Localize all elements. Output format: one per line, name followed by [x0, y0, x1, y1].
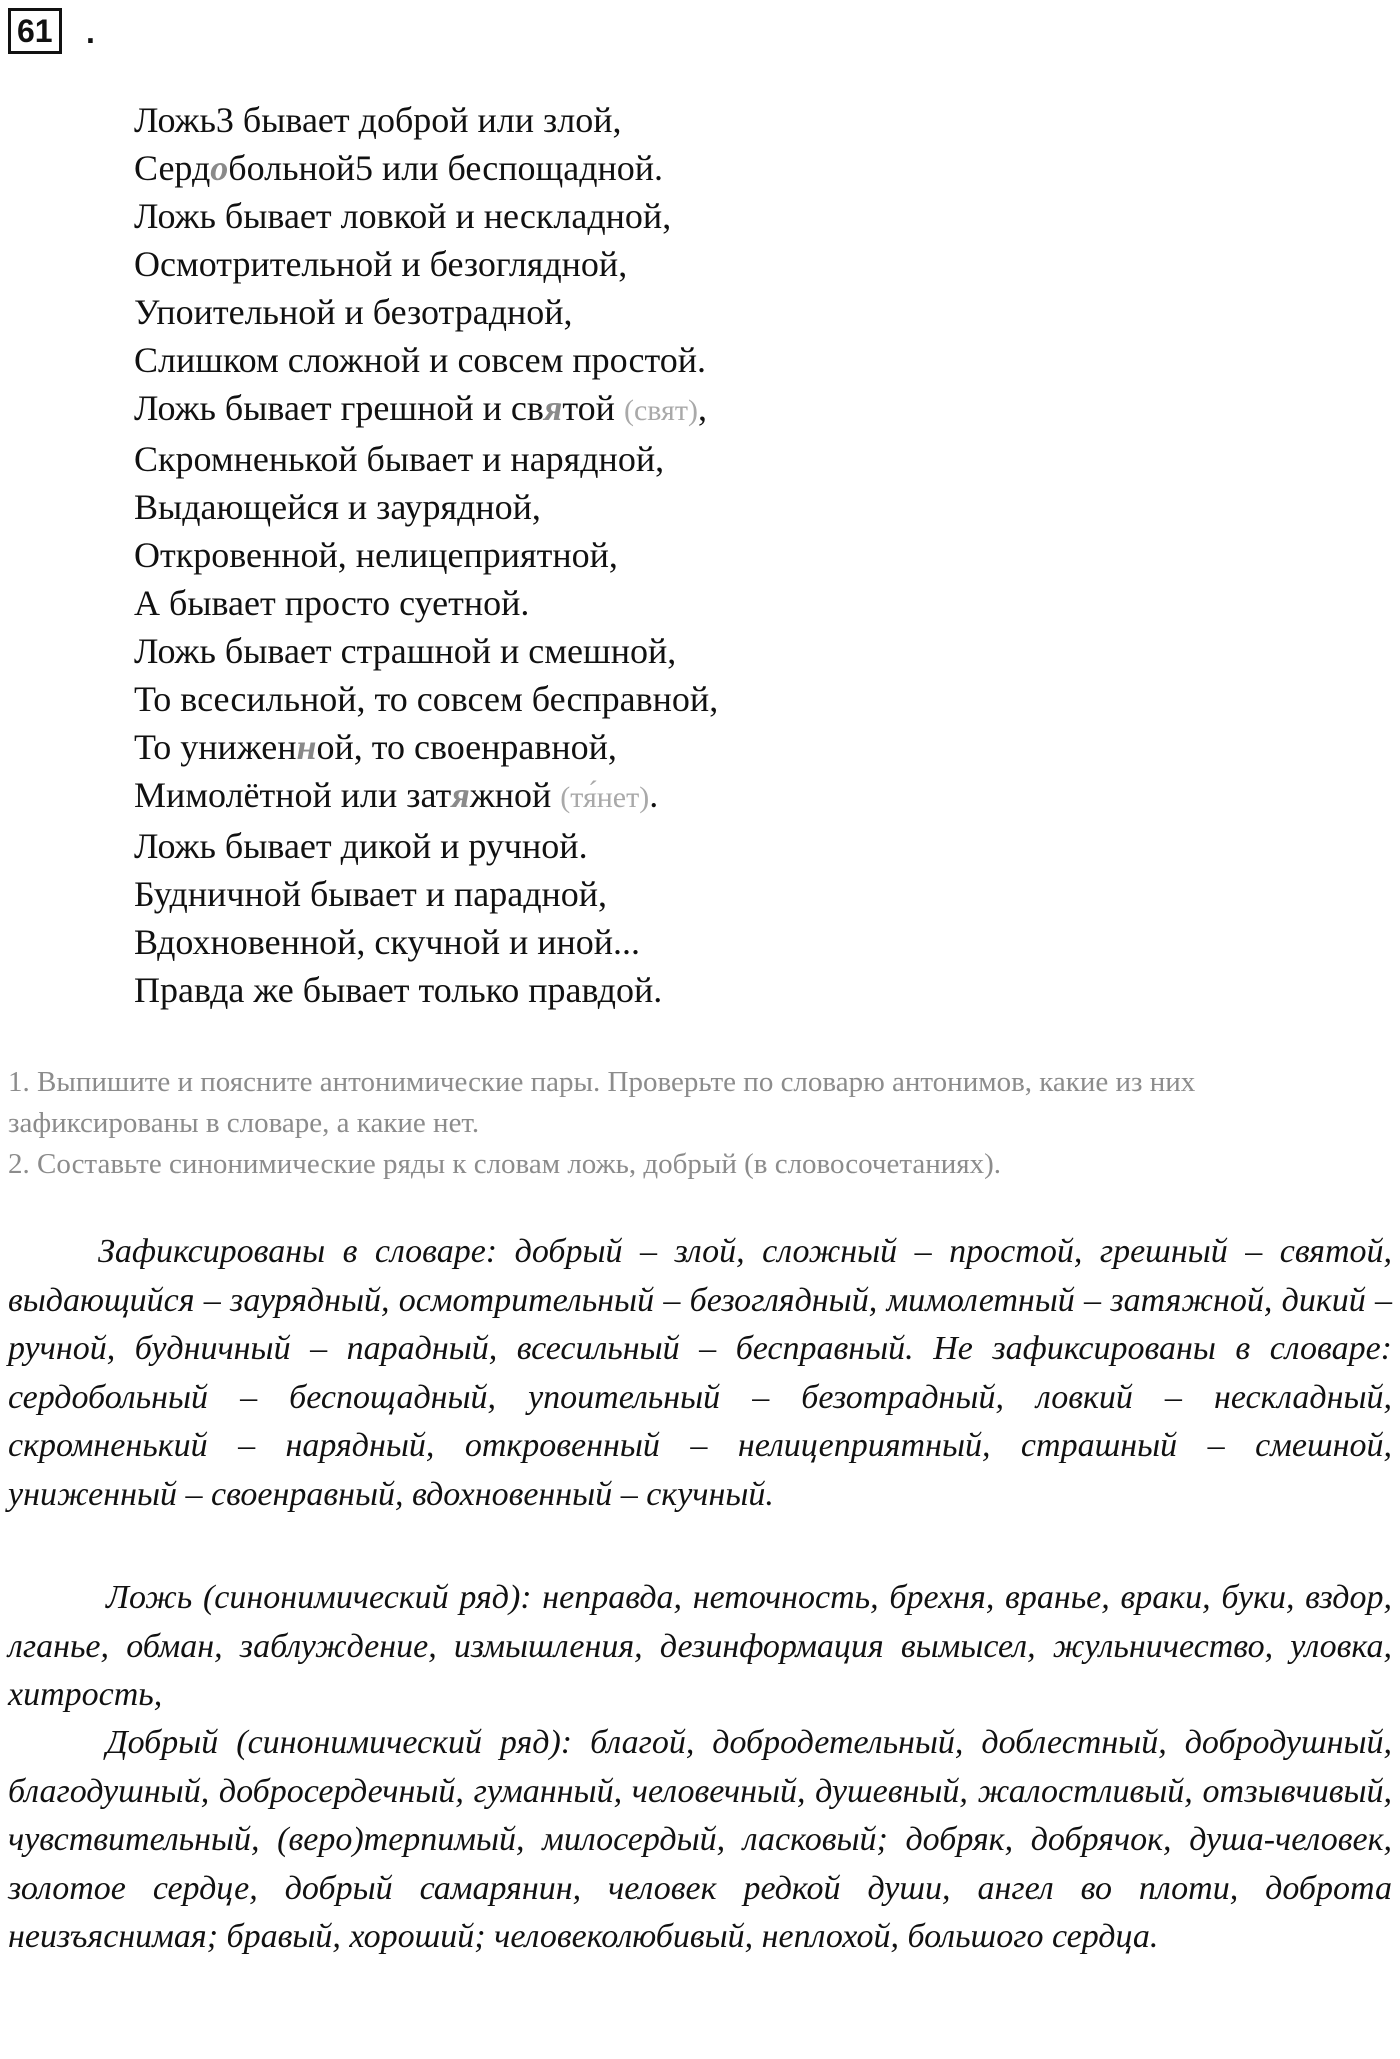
highlighted-letter: о — [210, 148, 229, 188]
poem-line: А бывает просто суетной. — [134, 583, 530, 623]
answer-synonyms-kind: Добрый (синонимический ряд): благой, добродетельный, доблестный, добродушный, благодушный, добросердечный, гуманный, человечный, душевный, жалостливый, отзывчивый, чувствительный, (веро)терпимый, милосердый, ласковый; добряк, добрячок, душа-человек, золотое сердце, добрый самарянин, человек редкой души, ангел во плоти, доброта неизъяснимая; бравый, хороший; человеколюбивый, неплохой, большого сердца. — [8, 1724, 1392, 1955]
poem-line — [134, 723, 718, 771]
poem-text: Ложь бывает грешной и св — [134, 388, 544, 428]
poem-line: Ложь бывает ловкой и нескладной, — [134, 196, 672, 236]
highlighted-letter: я — [451, 775, 470, 815]
poem-line — [134, 771, 718, 822]
poem-line: Осмотрительной и безоглядной, — [134, 244, 628, 284]
poem-line — [134, 384, 718, 435]
highlighted-letter: я — [543, 388, 563, 428]
poem-line: Ложь бывает дикой и ручной. — [134, 826, 588, 866]
poem-line: Упоительной и безотрадной, — [134, 292, 573, 332]
task-item: 1. Выпишите и поясните антонимические пары. Проверьте по словарю антонимов, какие из них зафиксированы в словаре, а какие нет. — [8, 1066, 1196, 1139]
exercise-number-dot: . — [86, 14, 95, 50]
poem-text: Серд — [134, 148, 211, 188]
poem-text: То унижен — [134, 727, 297, 767]
exercise-number — [8, 8, 62, 54]
poem-text: больной5 или беспощадной. — [228, 148, 664, 188]
highlighted-letter: н — [296, 727, 317, 767]
check-word-note: (свят) — [623, 394, 698, 427]
poem-line: Вдохновенной, скучной и иной... — [134, 922, 641, 962]
exercise-number-text: 61 — [17, 13, 53, 49]
poem-line: Ложь бывает страшной и смешной, — [134, 631, 677, 671]
poem-text: , — [697, 388, 707, 428]
answer-antonyms: Зафиксированы в словаре: добрый – злой, сложный – простой, грешный – святой, выдающийся – заурядный, осмотрительный – безоглядный, мимолетный – затяжной, дикий – ручной, будничный – парадный, всесильный – бесправный. Не зафиксированы в словаре: сердобольный – беспощадный, упоительный – безотрадный, ловкий – нескладный, скромненький – нарядный, откровенный – нелицеприятный, страшный – смешной, униженный – своенравный, вдохновенный – скучный. — [8, 1233, 1392, 1513]
poem-line: Ложь3 бывает доброй или злой, — [134, 100, 622, 140]
poem-text: жной — [469, 775, 552, 815]
poem-line: Скромненькой бывает и нарядной, — [134, 439, 665, 479]
check-word-note: (тя́нет) — [560, 781, 650, 814]
task-item: 2. Составьте синонимические ряды к словам ложь, добрый (в словосочетаниях). — [8, 1148, 1002, 1180]
poem-line: Правда же бывает только правдой. — [134, 970, 663, 1010]
answer-synonyms-lie: Ложь (синонимический ряд): неправда, неточность, брехня, вранье, враки, буки, вздор, лганье, обман, заблуждение, измышления, дезинформация вымысел, жульничество, уловка, хитрость, — [8, 1579, 1392, 1713]
poem-text: . — [649, 775, 659, 815]
poem-text: Мимолётной или зат — [134, 775, 452, 815]
task-list — [8, 1062, 1392, 1185]
poem-line: Слишком сложной и совсем простой. — [134, 340, 707, 380]
poem-text: той — [562, 388, 615, 428]
poem-line: Выдающейся и заурядной, — [134, 487, 541, 527]
poem-line — [134, 144, 718, 192]
poem-line: То всесильной, то совсем бесправной, — [134, 679, 719, 719]
poem-text: ой, то своенравной, — [316, 727, 617, 767]
poem-line: Откровенной, нелицеприятной, — [134, 535, 618, 575]
poem-line: Будничной бывает и парадной, — [134, 874, 608, 914]
poem — [134, 96, 718, 1014]
